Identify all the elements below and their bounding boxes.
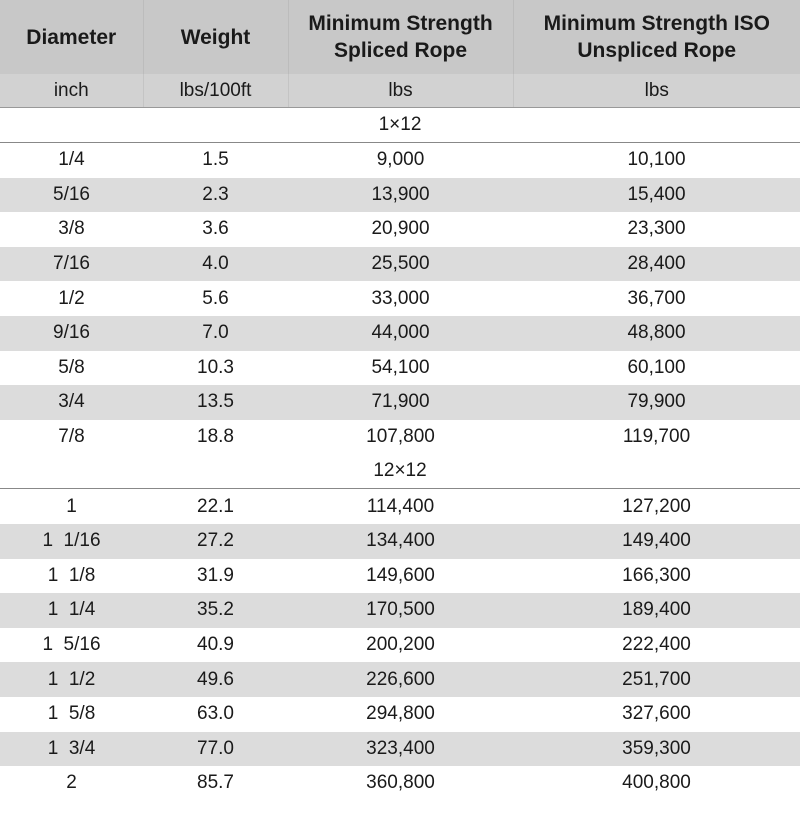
spliced-strength-cell: 54,100 bbox=[288, 351, 513, 386]
table-row bbox=[0, 697, 800, 732]
column-header-unspliced-strength: Minimum Strength ISO Unspliced Rope bbox=[513, 0, 800, 74]
table-row bbox=[0, 524, 800, 559]
diameter-cell: 1 5/8 bbox=[0, 697, 143, 732]
unit-diameter: inch bbox=[0, 74, 143, 108]
unspliced-strength-cell: 15,400 bbox=[513, 178, 800, 213]
diameter-cell: 1 5/16 bbox=[0, 628, 143, 663]
diameter-cell: 3/8 bbox=[0, 212, 143, 247]
unspliced-strength-cell: 36,700 bbox=[513, 281, 800, 316]
unspliced-strength-cell: 359,300 bbox=[513, 732, 800, 767]
table-row bbox=[0, 385, 800, 420]
table-row bbox=[0, 212, 800, 247]
diameter-cell: 1 bbox=[0, 489, 143, 524]
unspliced-strength-cell: 166,300 bbox=[513, 559, 800, 594]
spliced-strength-cell: 134,400 bbox=[288, 524, 513, 559]
weight-cell: 77.0 bbox=[143, 732, 288, 767]
diameter-cell: 1 1/16 bbox=[0, 524, 143, 559]
spliced-strength-cell: 149,600 bbox=[288, 559, 513, 594]
table-body bbox=[0, 108, 800, 801]
weight-cell: 40.9 bbox=[143, 628, 288, 663]
diameter-cell: 9/16 bbox=[0, 316, 143, 351]
table-row bbox=[0, 766, 800, 801]
table-row bbox=[0, 247, 800, 282]
spliced-strength-cell: 170,500 bbox=[288, 593, 513, 628]
diameter-cell: 7/16 bbox=[0, 247, 143, 282]
weight-cell: 4.0 bbox=[143, 247, 288, 282]
table-row bbox=[0, 316, 800, 351]
weight-cell: 85.7 bbox=[143, 766, 288, 801]
table-row bbox=[0, 489, 800, 524]
header-row bbox=[0, 0, 800, 74]
weight-cell: 10.3 bbox=[143, 351, 288, 386]
weight-cell: 49.6 bbox=[143, 662, 288, 697]
group-row bbox=[0, 108, 800, 143]
weight-cell: 3.6 bbox=[143, 212, 288, 247]
spliced-strength-cell: 107,800 bbox=[288, 420, 513, 455]
spliced-strength-cell: 9,000 bbox=[288, 143, 513, 178]
weight-cell: 35.2 bbox=[143, 593, 288, 628]
table-row bbox=[0, 143, 800, 178]
spliced-strength-cell: 44,000 bbox=[288, 316, 513, 351]
table-row bbox=[0, 178, 800, 213]
weight-cell: 2.3 bbox=[143, 178, 288, 213]
weight-cell: 5.6 bbox=[143, 281, 288, 316]
diameter-cell: 1 3/4 bbox=[0, 732, 143, 767]
diameter-cell: 2 bbox=[0, 766, 143, 801]
spliced-strength-cell: 226,600 bbox=[288, 662, 513, 697]
unspliced-strength-cell: 251,700 bbox=[513, 662, 800, 697]
diameter-cell: 7/8 bbox=[0, 420, 143, 455]
unspliced-strength-cell: 127,200 bbox=[513, 489, 800, 524]
weight-cell: 7.0 bbox=[143, 316, 288, 351]
diameter-cell: 5/16 bbox=[0, 178, 143, 213]
unit-unspliced-strength: lbs bbox=[513, 74, 800, 108]
spliced-strength-cell: 20,900 bbox=[288, 212, 513, 247]
spliced-strength-cell: 323,400 bbox=[288, 732, 513, 767]
unspliced-strength-cell: 149,400 bbox=[513, 524, 800, 559]
weight-cell: 31.9 bbox=[143, 559, 288, 594]
table-row bbox=[0, 420, 800, 455]
table-row bbox=[0, 732, 800, 767]
spliced-strength-cell: 13,900 bbox=[288, 178, 513, 213]
table-row bbox=[0, 593, 800, 628]
diameter-cell: 1/4 bbox=[0, 143, 143, 178]
spliced-strength-cell: 360,800 bbox=[288, 766, 513, 801]
weight-cell: 18.8 bbox=[143, 420, 288, 455]
unspliced-strength-cell: 189,400 bbox=[513, 593, 800, 628]
table-row bbox=[0, 662, 800, 697]
diameter-cell: 5/8 bbox=[0, 351, 143, 386]
spliced-strength-cell: 114,400 bbox=[288, 489, 513, 524]
group-row bbox=[0, 454, 800, 489]
diameter-cell: 1 1/8 bbox=[0, 559, 143, 594]
diameter-cell: 1 1/4 bbox=[0, 593, 143, 628]
unspliced-strength-cell: 60,100 bbox=[513, 351, 800, 386]
unspliced-strength-cell: 327,600 bbox=[513, 697, 800, 732]
unit-weight: lbs/100ft bbox=[143, 74, 288, 108]
weight-cell: 63.0 bbox=[143, 697, 288, 732]
diameter-cell: 1 1/2 bbox=[0, 662, 143, 697]
units-row bbox=[0, 74, 800, 108]
diameter-cell: 3/4 bbox=[0, 385, 143, 420]
unspliced-strength-cell: 28,400 bbox=[513, 247, 800, 282]
table-row bbox=[0, 628, 800, 663]
group-label: 12×12 bbox=[0, 454, 800, 489]
unspliced-strength-cell: 400,800 bbox=[513, 766, 800, 801]
spliced-strength-cell: 294,800 bbox=[288, 697, 513, 732]
unit-spliced-strength: lbs bbox=[288, 74, 513, 108]
column-header-weight: Weight bbox=[143, 0, 288, 74]
table-row bbox=[0, 351, 800, 386]
unspliced-strength-cell: 119,700 bbox=[513, 420, 800, 455]
table-row bbox=[0, 281, 800, 316]
spliced-strength-cell: 25,500 bbox=[288, 247, 513, 282]
weight-cell: 13.5 bbox=[143, 385, 288, 420]
spliced-strength-cell: 200,200 bbox=[288, 628, 513, 663]
unspliced-strength-cell: 222,400 bbox=[513, 628, 800, 663]
weight-cell: 1.5 bbox=[143, 143, 288, 178]
column-header-diameter: Diameter bbox=[0, 0, 143, 74]
group-label: 1×12 bbox=[0, 108, 800, 143]
unspliced-strength-cell: 48,800 bbox=[513, 316, 800, 351]
unspliced-strength-cell: 10,100 bbox=[513, 143, 800, 178]
column-header-spliced-strength: Minimum Strength Spliced Rope bbox=[288, 0, 513, 74]
table-row bbox=[0, 559, 800, 594]
weight-cell: 22.1 bbox=[143, 489, 288, 524]
unspliced-strength-cell: 79,900 bbox=[513, 385, 800, 420]
weight-cell: 27.2 bbox=[143, 524, 288, 559]
spliced-strength-cell: 71,900 bbox=[288, 385, 513, 420]
spliced-strength-cell: 33,000 bbox=[288, 281, 513, 316]
diameter-cell: 1/2 bbox=[0, 281, 143, 316]
unspliced-strength-cell: 23,300 bbox=[513, 212, 800, 247]
